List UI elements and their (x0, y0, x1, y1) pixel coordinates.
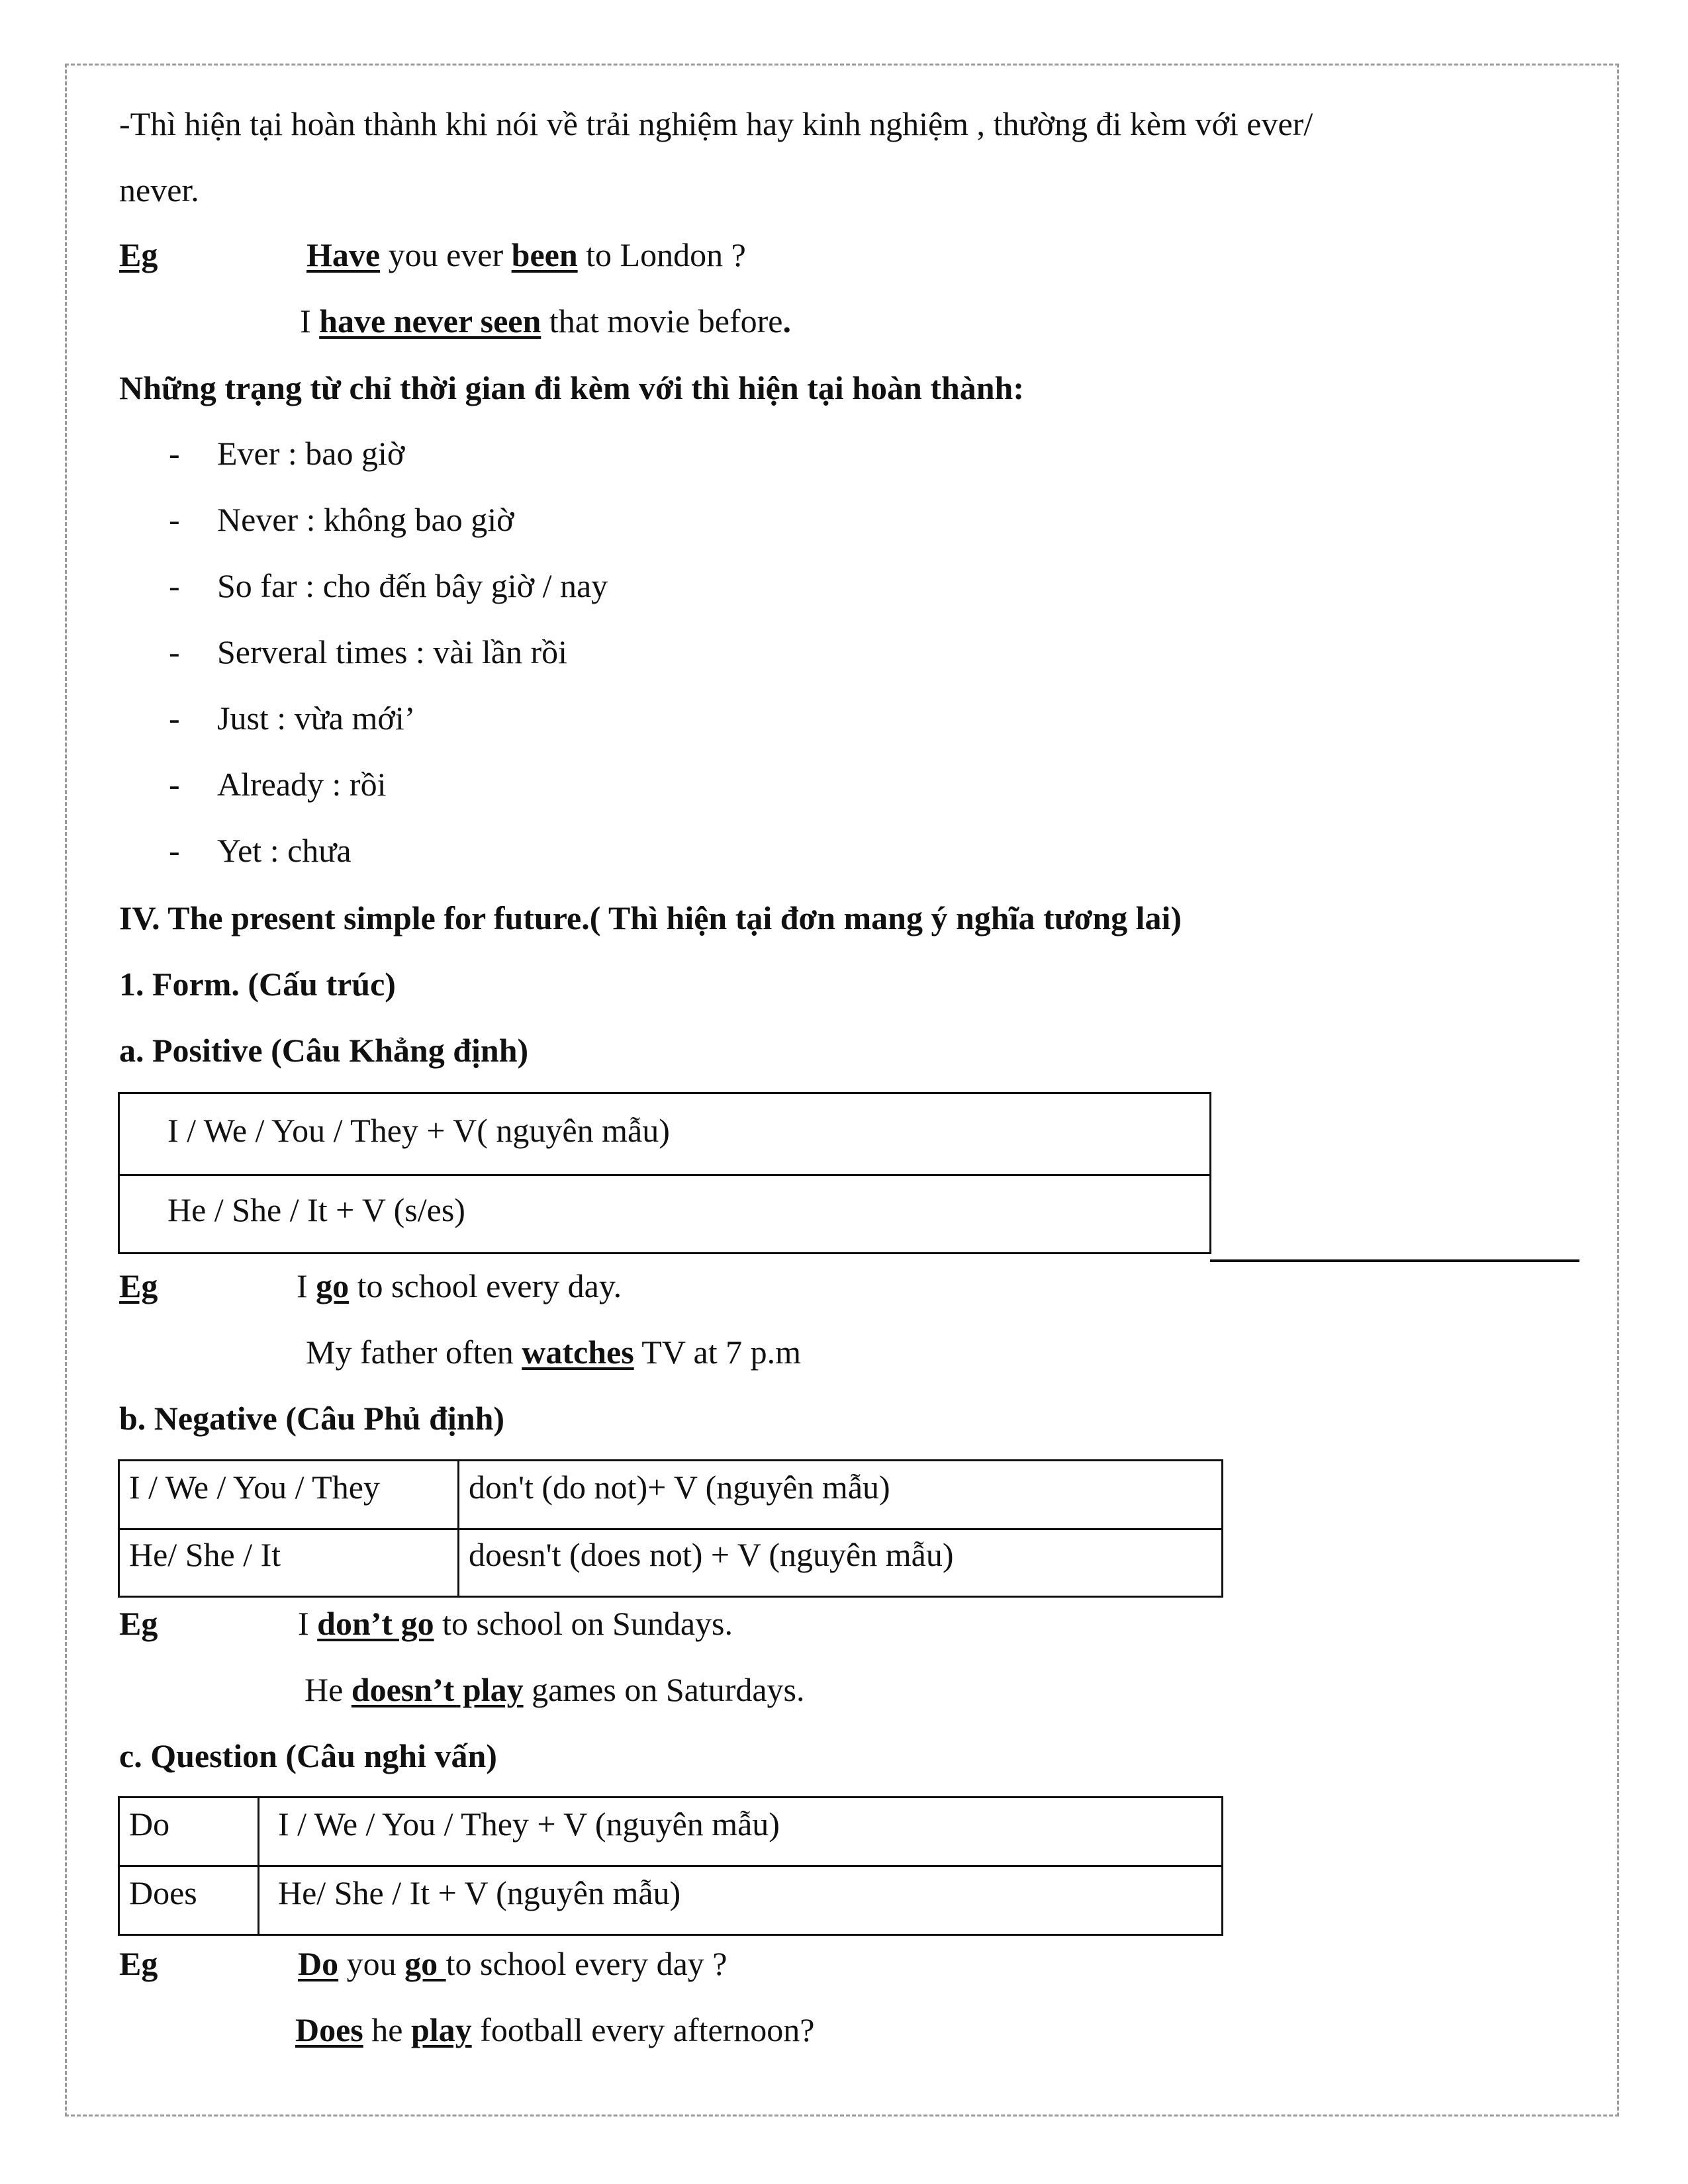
text: My father often (306, 1334, 522, 1371)
verb-does: Does (295, 2011, 363, 2048)
negative-example-1 (298, 1607, 733, 1640)
bullet: - (169, 501, 180, 538)
bullet: - (169, 435, 180, 472)
positive-example-1 (297, 1269, 622, 1302)
positive-row-plural: I / We / You / They + V( nguyên mẫu) (119, 1093, 1211, 1175)
example-block-2 (119, 1269, 158, 1302)
adverb-item: Yet : chưa (217, 832, 352, 869)
verb-play: play (410, 2011, 472, 2048)
verb-do: Do (298, 1945, 339, 1982)
verb-dont-go: don’t go (317, 1605, 434, 1642)
question-aux-does: Does (119, 1866, 259, 1935)
verb-have: Have (306, 236, 381, 273)
question-aux-do: Do (119, 1797, 259, 1866)
example-1-sentence-1 (306, 238, 746, 271)
text: to school on Sundays. (434, 1605, 733, 1642)
text: to London ? (577, 236, 746, 273)
positive-row-singular: He / She / It + V (s/es) (119, 1175, 1211, 1253)
question-heading: c. Question (Câu nghi vấn) (119, 1737, 497, 1774)
intro-line-2: never. (119, 171, 199, 208)
question-rest-singular: He/ She / It + V (nguyên mẫu) (259, 1866, 1223, 1935)
bullet: - (169, 766, 180, 803)
negative-subject-singular: He/ She / It (119, 1529, 459, 1597)
positive-structure-table (118, 1092, 1211, 1254)
positive-example-2 (306, 1336, 801, 1369)
period: . (782, 302, 791, 340)
text: he (363, 2011, 411, 2048)
text: I (300, 302, 320, 340)
text: football every afternoon? (471, 2011, 815, 2048)
adverb-item: Never : không bao giờ (217, 501, 514, 538)
negative-heading: b. Negative (Câu Phủ định) (119, 1400, 505, 1437)
example-1-sentence-2 (300, 304, 791, 338)
positive-heading: a. Positive (Câu Khẳng định) (119, 1032, 529, 1069)
verb-go: go (404, 1945, 446, 1982)
adverb-item: Already : rồi (217, 766, 387, 803)
negative-subject-plural: I / We / You / They (119, 1461, 459, 1529)
verb-been: been (511, 236, 578, 273)
eg-label: Eg (119, 236, 158, 273)
eg-label-question: Eg (119, 1945, 158, 1982)
question-example-2 (295, 2013, 815, 2046)
text: games on Saturdays. (523, 1671, 805, 1708)
negative-structure-table (118, 1459, 1223, 1598)
negative-example-2 (305, 1673, 805, 1706)
text: He (305, 1671, 352, 1708)
text: you (338, 1945, 405, 1982)
adverb-item: Just : vừa mới’ (217, 700, 416, 737)
text: that movie before (541, 302, 783, 340)
text: I (297, 1267, 316, 1304)
bullet: - (169, 633, 180, 670)
negative-verb-singular: doesn't (does not) + V (nguyên mẫu) (459, 1529, 1223, 1597)
example-block-1 (119, 238, 158, 271)
question-example-1 (298, 1947, 727, 1980)
adverb-item: Ever : bao giờ (217, 435, 405, 472)
verb-doesnt-play: doesn’t play (351, 1671, 524, 1708)
section-heading: IV. The present simple for future.( Thì hiện tại đơn mang ý nghĩa tương lai) (119, 899, 1182, 936)
table-extension-rule (1210, 1259, 1579, 1262)
text: to school every day. (349, 1267, 622, 1304)
text: I (298, 1605, 318, 1642)
text: TV at 7 p.m (633, 1334, 802, 1371)
question-structure-table (118, 1796, 1223, 1936)
text: you ever (380, 236, 512, 273)
verb-have-never-seen: have never seen (319, 302, 541, 340)
adverb-item: So far : cho đến bây giờ / nay (217, 567, 608, 604)
eg-label-negative: Eg (119, 1605, 158, 1642)
intro-line-1: -Thì hiện tại hoàn thành khi nói về trải nghiệm hay kinh nghiệm , thường đi kèm với ever/ (119, 105, 1313, 142)
question-rest-plural: I / We / You / They + V (nguyên mẫu) (259, 1797, 1223, 1866)
verb-go: go (316, 1267, 350, 1304)
text: to school every day ? (445, 1945, 727, 1982)
bullet: - (169, 567, 180, 604)
adverbs-heading: Những trạng từ chỉ thời gian đi kèm với thì hiện tại hoàn thành: (119, 369, 1025, 406)
negative-verb-plural: don't (do not)+ V (nguyên mẫu) (459, 1461, 1223, 1529)
eg-label: Eg (119, 1267, 158, 1304)
verb-watches: watches (522, 1334, 634, 1371)
bullet: - (169, 832, 180, 869)
form-heading: 1. Form. (Cấu trúc) (119, 966, 396, 1003)
bullet: - (169, 700, 180, 737)
adverb-item: Serveral times : vài lần rồi (217, 633, 568, 670)
